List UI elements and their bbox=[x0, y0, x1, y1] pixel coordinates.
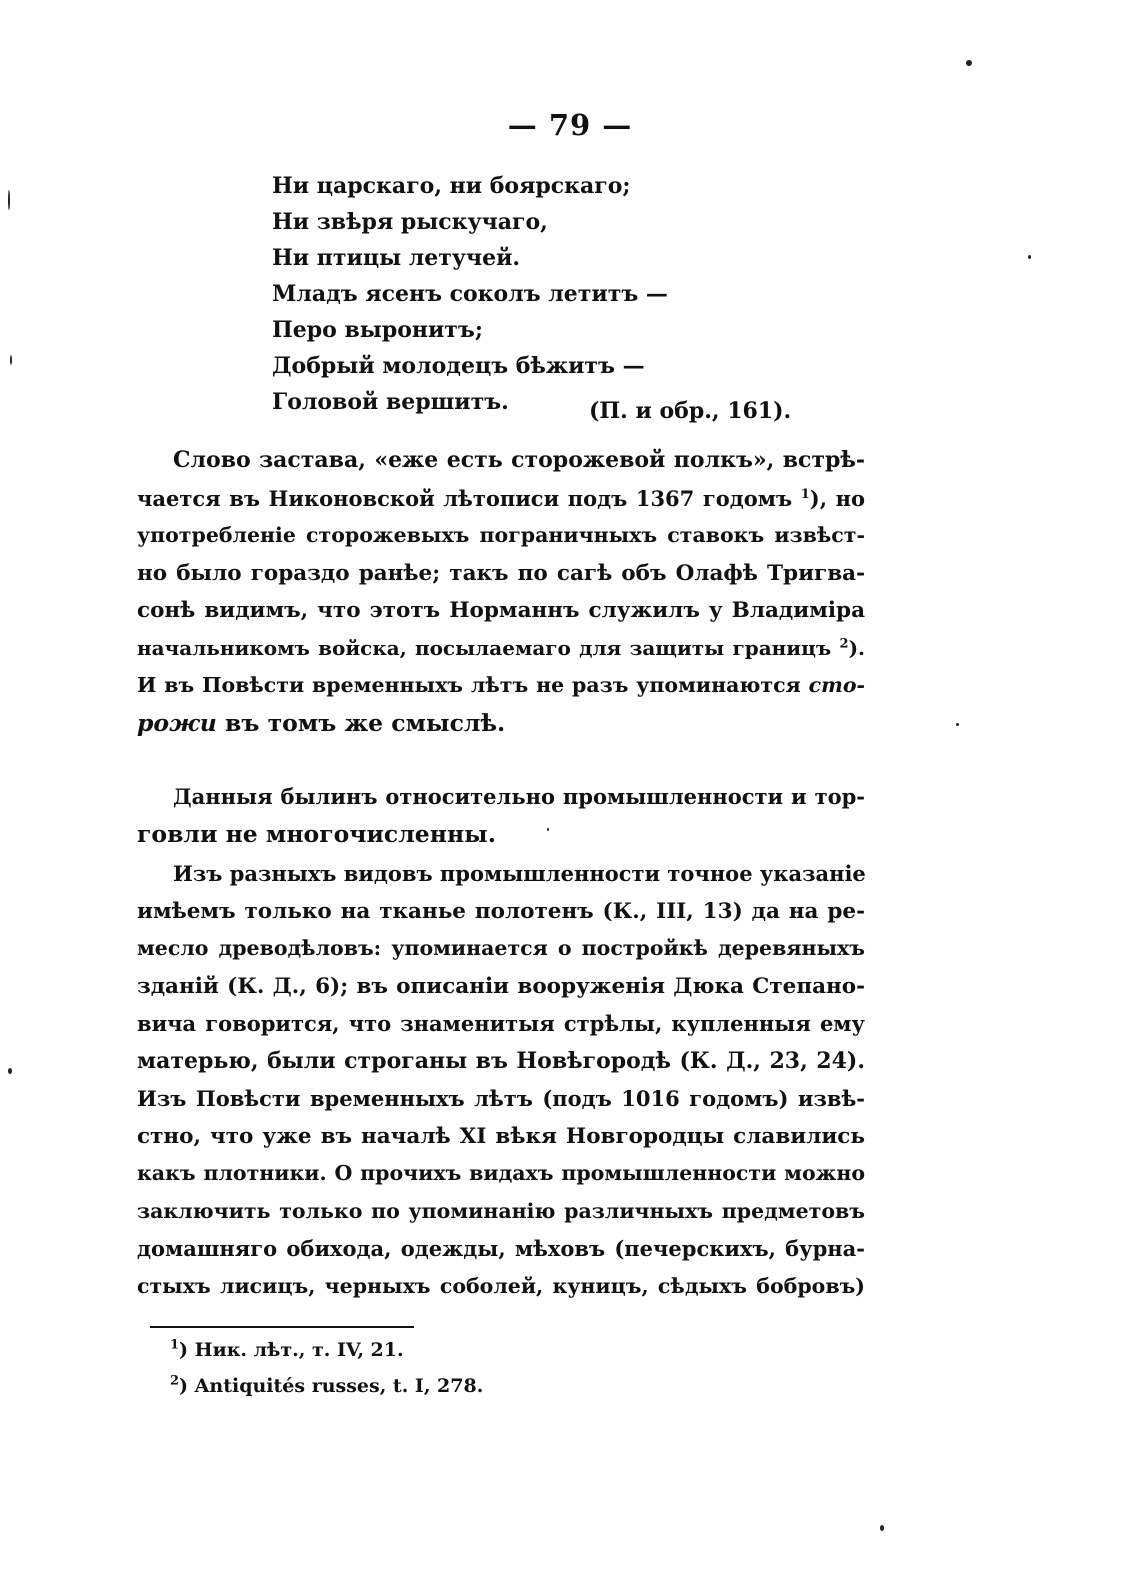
text-line: имѣемъ только на тканье полотенъ (К., III, 13) да на ре- bbox=[137, 898, 865, 924]
text-line: употребленіе сторожевыхъ пограничныхъ ставокъ извѣст- bbox=[137, 523, 865, 547]
text-line bbox=[137, 480, 865, 518]
footnotes bbox=[170, 1332, 770, 1404]
footnote-text: ) Ник. лѣт., т. IV, 21. bbox=[179, 1339, 404, 1361]
footnote-text: ) Antiquités russes, t. I, 278. bbox=[179, 1375, 484, 1397]
text-line: Слово застава, «еже есть сторожевой полкъ», встрѣ- bbox=[173, 447, 865, 473]
text-span: чается въ Никоновской лѣтописи подъ 1367 годомъ bbox=[137, 485, 801, 511]
verse-line: Перо выронитъ; bbox=[272, 317, 483, 343]
text-line: стно, что уже въ началѣ XI вѣкя Новгородцы славились bbox=[137, 1123, 865, 1149]
verse-line: Ни царскаго, ни боярскаго; bbox=[272, 173, 631, 199]
verse-line: Ни птицы летучей. bbox=[272, 245, 521, 271]
text-span: ). bbox=[848, 635, 865, 660]
text-line: домашняго обихода, одежды, мѣховъ (печерскихъ, бурна- bbox=[137, 1236, 865, 1261]
verse-line: Ни звѣря рыскучаго, bbox=[272, 209, 548, 235]
text-line: Данныя былинъ относительно промышленности и тор- bbox=[173, 784, 865, 809]
verse-block bbox=[272, 168, 832, 420]
text-line: стыхъ лисицъ, черныхъ соболей, куницъ, сѣдыхъ бобровъ) bbox=[137, 1273, 865, 1298]
verse-line: Головой вершитъ. bbox=[272, 389, 509, 415]
verse-line: Младъ ясенъ соколъ летитъ — bbox=[272, 281, 668, 307]
scan-speck bbox=[966, 60, 972, 66]
text-line: но было гораздо ранѣе; такъ по сагѣ объ Олафѣ Тригва- bbox=[137, 560, 865, 586]
text-line: сонѣ видимъ, что этотъ Норманнъ служилъ у Владиміра bbox=[137, 598, 865, 623]
paragraph-industry-details bbox=[137, 855, 865, 1305]
text-line: зданій (К. Д., 6); въ описаніи вооруженія Дюка Степано- bbox=[137, 973, 865, 999]
text-line bbox=[137, 667, 865, 705]
text-line: вича говорится, что знаменитыя стрѣлы, купленныя ему bbox=[137, 1011, 865, 1036]
scan-speck bbox=[880, 1525, 884, 1531]
scan-speck bbox=[1028, 255, 1031, 259]
scan-speck bbox=[547, 828, 549, 831]
scan-speck bbox=[8, 1068, 12, 1074]
page-number: — 79 — bbox=[507, 108, 633, 142]
text-line: Изъ Повѣсти временныхъ лѣтъ (подъ 1016 годомъ) извѣ- bbox=[137, 1086, 865, 1111]
scan-speck bbox=[8, 190, 10, 210]
italic-word: сто- bbox=[808, 673, 865, 697]
text-span: начальникомъ войска, посылаемаго для защиты границъ bbox=[137, 635, 840, 660]
footnote-ref: 1 bbox=[800, 486, 810, 502]
scan-speck bbox=[956, 723, 959, 726]
text-line bbox=[137, 630, 865, 668]
scan-speck bbox=[10, 355, 12, 365]
verse-line: Добрый молодецъ бѣжитъ — bbox=[272, 353, 645, 379]
text-line: говли не многочисленны. bbox=[137, 819, 496, 848]
text-line: какъ плотники. О прочихъ видахъ промышленности можно bbox=[137, 1161, 865, 1185]
footnote bbox=[170, 1332, 770, 1368]
text-span: ), но bbox=[809, 485, 865, 511]
text-line: Изъ разныхъ видовъ промышленности точное указаніе bbox=[173, 861, 866, 886]
footnote-divider bbox=[150, 1326, 414, 1328]
footnote-mark: 1 bbox=[170, 1337, 180, 1353]
verse-citation: (П. и обр., 161). bbox=[589, 398, 792, 424]
footnote-ref: 2 bbox=[839, 635, 849, 651]
footnote-mark: 2 bbox=[170, 1373, 180, 1389]
text-span: въ томъ же смыслѣ. bbox=[216, 708, 506, 737]
text-line: месло древодѣловъ: упоминается о постройкѣ деревяныхъ bbox=[137, 936, 865, 960]
footnote bbox=[170, 1368, 770, 1404]
text-line: матерью, были строганы въ Новѣгородѣ (К. Д., 23, 24). bbox=[137, 1047, 865, 1074]
text-span: И въ Повѣсти временныхъ лѣтъ не разъ упоминаются bbox=[137, 673, 809, 697]
italic-word: рожи bbox=[137, 708, 217, 737]
paragraph-industry-intro bbox=[137, 778, 865, 853]
paragraph-zastava bbox=[137, 442, 865, 742]
text-line: заключить только по упоминанію различныхъ предметовъ bbox=[137, 1198, 865, 1223]
text-line bbox=[137, 705, 865, 743]
